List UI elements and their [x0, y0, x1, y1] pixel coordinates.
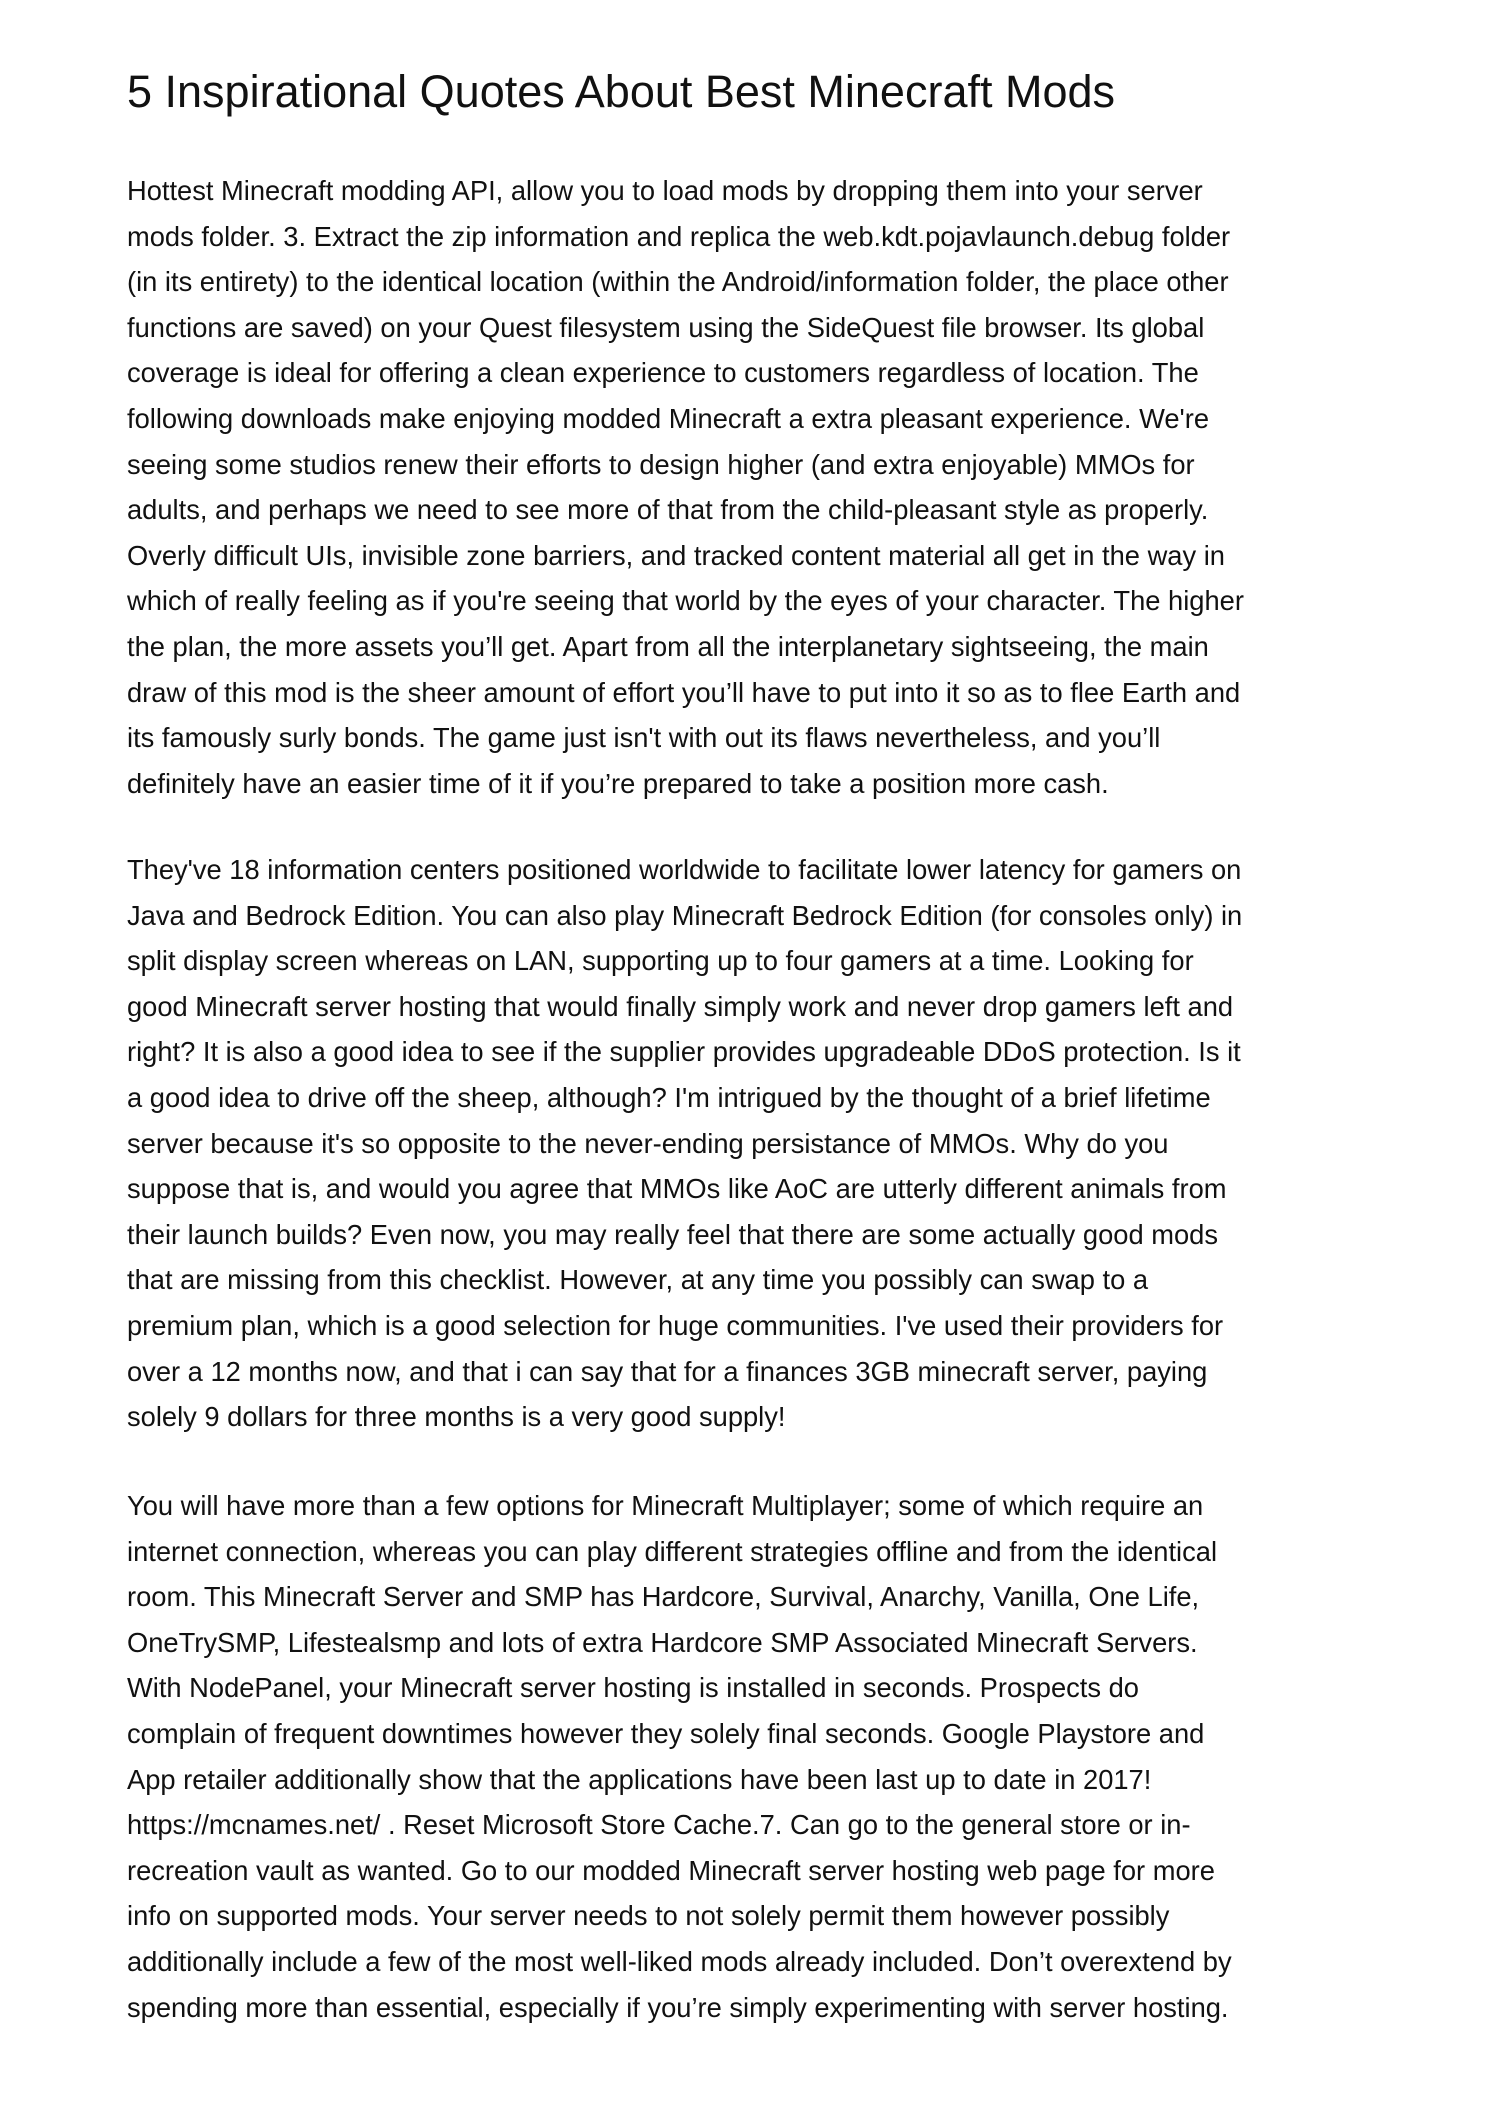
- text-line: (in its entirety) to the identical location (within the Android/information folder, the place other: [127, 266, 1229, 298]
- text-line: OneTrySMP, Lifestealsmp and lots of extra Hardcore SMP Associated Minecraft Servers.: [127, 1626, 1198, 1658]
- text-line: Java and Bedrock Edition. You can also play Minecraft Bedrock Edition (for consoles only) in: [127, 899, 1243, 931]
- text-line: coverage is ideal for offering a clean experience to customers regardless of location. The: [127, 357, 1199, 389]
- text-line: that are missing from this checklist. However, at any time you possibly can swap to a: [127, 1264, 1149, 1296]
- text-line: good Minecraft server hosting that would finally simply work and never drop gamers left and: [127, 990, 1234, 1022]
- text-line: recreation vault as wanted. Go to our modded Minecraft server hosting web page for more: [127, 1854, 1215, 1886]
- text-line: premium plan, which is a good selection for huge communities. I've used their providers for: [127, 1309, 1224, 1341]
- text-line: Hottest Minecraft modding API, allow you to load mods by dropping them into your server: [127, 175, 1203, 206]
- text-line: following downloads make enjoying modded Minecraft a extra pleasant experience. We're: [127, 402, 1210, 434]
- text-line: adults, and perhaps we need to see more of that from the child-pleasant style as properly.: [127, 494, 1209, 526]
- text-line: a good idea to drive off the sheep, although? I'm intrigued by the thought of a brief lifetime: [127, 1081, 1211, 1113]
- text-line: right? It is also a good idea to see if the supplier provides upgradeable DDoS protection. Is it: [127, 1036, 1241, 1068]
- paragraph-2: [127, 847, 1242, 1440]
- text-line: its famously surly bonds. The game just isn't with out its flaws nevertheless, and you’ll: [127, 722, 1161, 754]
- text-line: https://mcnames.net/ . Reset Microsoft Store Cache.7. Can go to the general store or in-: [127, 1809, 1191, 1841]
- text-line: They've 18 information centers positioned worldwide to facilitate lower latency for gamers on: [127, 854, 1242, 885]
- text-line: Overly difficult UIs, invisible zone barriers, and tracked content material all get in the way in: [127, 539, 1225, 571]
- text-line: mods folder. 3. Extract the zip information and replica the web.kdt.pojavlaunch.debug folder: [127, 220, 1231, 252]
- text-line: suppose that is, and would you agree that MMOs like AoC are utterly different animals from: [127, 1173, 1227, 1205]
- text-line: complain of frequent downtimes however they solely final seconds. Google Playstore and: [127, 1717, 1205, 1749]
- text-line: the plan, the more assets you’ll get. Apart from all the interplanetary sightseeing, the main: [127, 630, 1209, 662]
- text-line: definitely have an easier time of it if you’re prepared to take a position more cash.: [127, 767, 1109, 799]
- text-line: solely 9 dollars for three months is a very good supply!: [127, 1401, 786, 1433]
- text-line: additionally include a few of the most well-liked mods already included. Don’t overextend by: [127, 1945, 1232, 1977]
- text-line: internet connection, whereas you can play different strategies offline and from the identical: [127, 1535, 1218, 1567]
- text-line: functions are saved) on your Quest filesystem using the SideQuest file browser. Its global: [127, 311, 1205, 343]
- paragraph-1: [127, 168, 1244, 806]
- text-line: draw of this mod is the sheer amount of effort you’ll have to put into it so as to flee Earth and: [127, 676, 1241, 708]
- text-line: With NodePanel, your Minecraft server hosting is installed in seconds. Prospects do: [127, 1672, 1139, 1704]
- text-line: room. This Minecraft Server and SMP has Hardcore, Survival, Anarchy, Vanilla, One Life,: [127, 1581, 1200, 1613]
- text-line: which of really feeling as if you're seeing that world by the eyes of your character. The higher: [127, 585, 1244, 617]
- text-line: their launch builds? Even now, you may really feel that there are some actually good mods: [127, 1218, 1218, 1250]
- page-title: 5 Inspirational Quotes About Best Minecraft Mods: [127, 66, 1116, 117]
- text-line: seeing some studios renew their efforts to design higher (and extra enjoyable) MMOs for: [127, 448, 1195, 480]
- text-line: info on supported mods. Your server needs to not solely permit them however possibly: [127, 1900, 1170, 1932]
- text-line: spending more than essential, especially if you’re simply experimenting with server hosting.: [127, 1991, 1229, 2023]
- text-line: over a 12 months now, and that i can say that for a finances 3GB minecraft server, paying: [127, 1355, 1208, 1387]
- text-line: App retailer additionally show that the applications have been last up to date in 2017!: [127, 1763, 1152, 1795]
- text-line: server because it's so opposite to the never-ending persistance of MMOs. Why do you: [127, 1127, 1169, 1159]
- paragraph-3: [127, 1483, 1232, 2030]
- text-line: You will have more than a few options for Minecraft Multiplayer; some of which require an: [127, 1490, 1204, 1521]
- text-line: split display screen whereas on LAN, supporting up to four gamers at a time. Looking for: [127, 945, 1194, 977]
